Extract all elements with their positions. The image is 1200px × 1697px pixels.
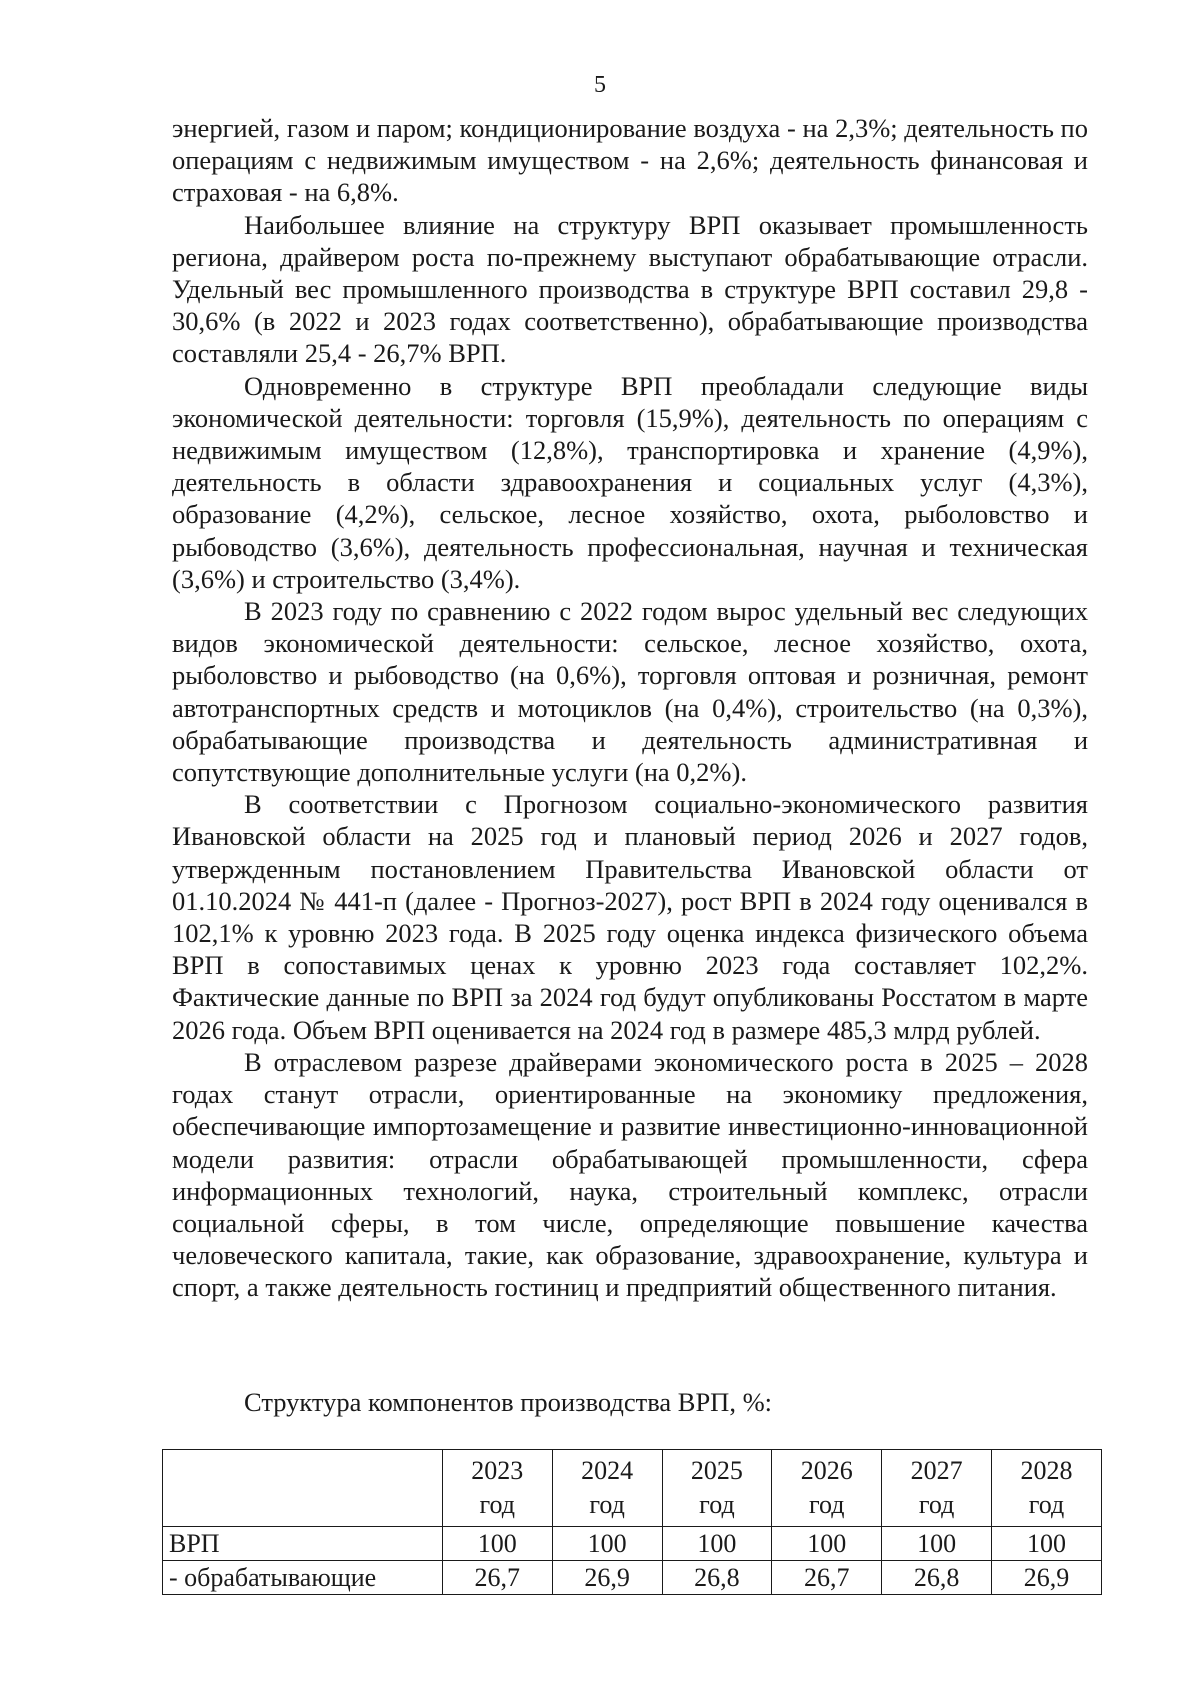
table-caption: Структура компонентов производства ВРП, %:	[244, 1387, 773, 1417]
table-header-row	[163, 1450, 1102, 1527]
year-unit: год	[699, 1490, 735, 1519]
table-cell: 100	[772, 1527, 882, 1561]
row-label: ВРП	[163, 1527, 443, 1561]
table-cell: 26,8	[882, 1561, 992, 1595]
table-cell: 26,9	[552, 1561, 662, 1595]
year-unit: год	[589, 1490, 625, 1519]
year-unit: год	[479, 1490, 515, 1519]
year-value: 2028	[1020, 1456, 1073, 1485]
table-cell: 26,8	[662, 1561, 772, 1595]
year-header-cell	[992, 1450, 1102, 1527]
paragraph: Наибольшее влияние на структуру ВРП оказывает промышленность региона, драйвером роста по-прежнему выступают обрабатывающие отрасли. Удельный вес промышленного производства в структуре ВРП составил 29,8 - 30,6% (в 2022 и 2023 годах соответственно), обрабатывающие производства составляли 25,4 - 26,7% ВРП.	[172, 209, 1088, 369]
table-cell: 26,7	[772, 1561, 882, 1595]
table-cell: 100	[442, 1527, 552, 1561]
year-header-cell	[552, 1450, 662, 1527]
paragraph-continuation: энергией, газом и паром; кондиционирование воздуха - на 2,3%; деятельность по операциям с недвижимым имуществом - на 2,6%; деятельность финансовая и страховая - на 6,8%.	[172, 113, 1088, 208]
page-number: 5	[594, 72, 606, 98]
table-cell: 100	[992, 1527, 1102, 1561]
year-value: 2024	[581, 1456, 634, 1485]
year-unit: год	[809, 1490, 845, 1519]
year-header-cell	[882, 1450, 992, 1527]
table-cell: 26,9	[992, 1561, 1102, 1595]
year-header-cell	[662, 1450, 772, 1527]
year-unit: год	[918, 1490, 955, 1519]
table-row	[163, 1561, 1102, 1595]
year-value: 2027	[910, 1456, 963, 1485]
vrp-structure-table	[162, 1449, 1102, 1595]
body-text	[172, 112, 1088, 1304]
year-header-cell	[442, 1450, 552, 1527]
paragraph: Одновременно в структуре ВРП преобладали следующие виды экономической деятельности: торговля (15,9%), деятельность по операциям с недвижимым имуществом (12,8%), транспортировка и хранение (4,9%), деятельность в области здравоохранения и социальных услуг (4,3%), образование (4,2%), сельское, лесное хозяйство, охота, рыболовство и рыбоводство (3,6%), деятельность профессиональная, научная и техническая (3,6%) и строительство (3,4%).	[172, 370, 1088, 594]
year-value: 2023	[471, 1456, 524, 1485]
year-header-cell	[772, 1450, 882, 1527]
paragraph: В отраслевом разрезе драйверами экономического роста в 2025 – 2028 годах станут отрасли, ориентированные на экономику предложения, обеспечивающие импортозамещение и развитие инвестиционно-инновационной модели развития: отрасли обрабатывающей промышленности, сфера информационных технологий, наука, строительный комплекс, отрасли социальной сферы, в том числе, определяющие повышение качества человеческого капитала, такие, как образование, здравоохранение, культура и спорт, а также деятельность гостиниц и предприятий общественного питания.	[172, 1046, 1088, 1303]
row-label: - обрабатывающие	[163, 1561, 443, 1595]
year-value: 2026	[800, 1456, 853, 1485]
table-cell: 100	[552, 1527, 662, 1561]
table-cell: 100	[882, 1527, 992, 1561]
year-value: 2025	[690, 1456, 743, 1485]
table-corner-cell	[163, 1450, 443, 1527]
paragraph: В соответствии с Прогнозом социально-экономического развития Ивановской области на 2025 год и плановый период 2026 и 2027 годов, утвержденным постановлением Правительства Ивановской области от 01.10.2024 № 441-п (далее - Прогноз-2027), рост ВРП в 2024 году оценивался в 102,1% к уровню 2023 года. В 2025 году оценка индекса физического объема ВРП в сопоставимых ценах к уровню 2023 года составляет 102,2%. Фактические данные по ВРП за 2024 год будут опубликованы Росстатом в марте 2026 года. Объем ВРП оценивается на 2024 год в размере 485,3 млрд рублей.	[172, 789, 1088, 1045]
table-cell: 100	[662, 1527, 772, 1561]
year-unit: год	[1028, 1490, 1065, 1519]
table-cell: 26,7	[442, 1561, 552, 1595]
table-row	[163, 1527, 1102, 1561]
paragraph: В 2023 году по сравнению с 2022 годом вырос удельный вес следующих видов экономической деятельности: сельское, лесное хозяйство, охота, рыболовство и рыбоводство (на 0,6%), торговля оптовая и розничная, ремонт автотранспортных средств и мотоциклов (на 0,4%), строительство (на 0,3%), обрабатывающие производства и деятельность административная и сопутствующие дополнительные услуги (на 0,2%).	[172, 596, 1088, 788]
